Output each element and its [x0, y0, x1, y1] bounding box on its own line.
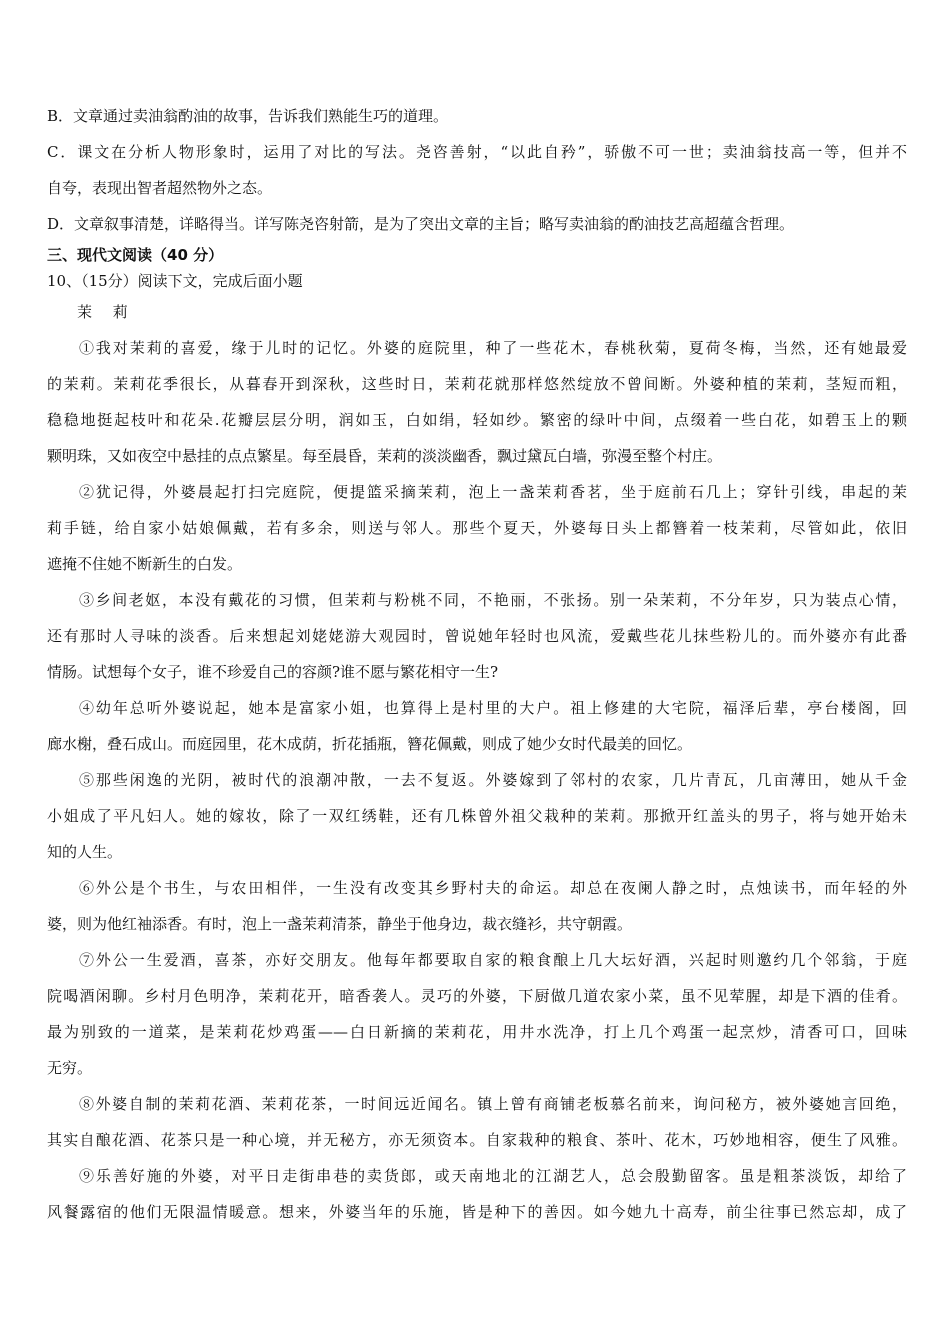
paragraph-9	[47, 1158, 907, 1230]
paragraph-line: ⑦外公一生爱酒，喜茶，亦好交朋友。他每年都要取自家的粮食酿上几大坛好酒，兴起时则邀约几个邻翁，于庭	[79, 951, 907, 969]
paragraph-line: ⑤那些闲逸的光阴，被时代的浪潮冲散，一去不复返。外婆嫁到了邻村的农家，几片青瓦，几亩薄田，她从千金	[79, 771, 907, 789]
option-line: B．文章通过卖油翁酌油的故事，告诉我们熟能生巧的道理。	[47, 107, 449, 125]
paragraph-line: ⑧外婆自制的茉莉花酒、茉莉花茶，一时间远近闻名。镇上曾有商铺老板慕名前来，询问秘方，被外婆她言回绝，	[79, 1095, 907, 1113]
option-line: 自夸，表现出智者超然物外之态。	[47, 179, 273, 197]
paragraph-line: ③乡间老妪，本没有戴花的习惯，但茉莉与粉桃不同，不艳丽，不张扬。别一朵茉莉，不分年岁，只为装点心情，	[79, 591, 907, 609]
paragraph-line: 其实自酿花酒、花茶只是一种心境，并无秘方，亦无须资本。自家栽种的粮食、茶叶、花木，巧妙地相容，便生了风雅。	[47, 1131, 907, 1149]
paragraph-line: 情肠。试想每个女子，谁不珍爱自己的容颜?谁不愿与繁花相守一生?	[47, 663, 499, 681]
paragraph-8	[47, 1086, 907, 1158]
paragraph-line: 还有那时人寻味的淡香。后来想起刘姥姥游大观园时，曾说她年轻时也风流，爱戴些花儿抹些粉儿的。而外婆亦有此番	[47, 627, 907, 645]
paragraph-line: 风餐露宿的他们无限温情暖意。想来，外婆当年的乐施，皆是种下的善因。如今她九十高寿，前尘往事已然忘却，成了	[47, 1203, 907, 1221]
option-c	[47, 134, 907, 206]
paragraph-line: 院喝酒闲聊。乡村月色明净，茉莉花开，暗香袭人。灵巧的外婆，下厨做几道农家小菜，虽不见荤腥，却是下酒的佳肴。	[47, 987, 907, 1005]
paragraph-2	[47, 474, 907, 582]
paragraph-3	[47, 582, 907, 690]
paragraph-line: 颗明珠，又如夜空中悬挂的点点繁星。每至晨昏，茉莉的淡淡幽香，飘过黛瓦白墙，弥漫至整个村庄。	[47, 447, 723, 465]
option-b	[47, 98, 907, 134]
paragraph-line: 婆，则为他红袖添香。有时，泡上一盏茉莉清茶，静坐于他身边，裁衣缝衫，共守朝霞。	[47, 915, 633, 933]
option-line: D．文章叙事清楚，详略得当。详写陈尧咨射箭，是为了突出文章的主旨；略写卖油翁的酌油技艺高超蕴含哲理。	[47, 215, 795, 233]
paragraph-line: ⑥外公是个书生，与农田相伴，一生没有改变其乡野村夫的命运。却总在夜阑人静之时，点烛读书，而年轻的外	[79, 879, 907, 897]
section-heading: 三、现代文阅读（40 分）	[47, 246, 224, 264]
paragraph-line: 无穷。	[47, 1059, 93, 1077]
paragraph-line: 莉手链，给自家小姑娘佩戴，若有多余，则送与邻人。那些个夏天，外婆每日头上都簪着一枝茉莉，尽管如此，依旧	[47, 519, 907, 537]
paragraph-line: ②犹记得，外婆晨起打扫完庭院，便提篮采摘茉莉，泡上一盏茉莉香茗，坐于庭前石几上；穿针引线，串起的茉	[79, 483, 907, 501]
paragraph-line: ⑨乐善好施的外婆，对平日走街串巷的卖货郎，或天南地北的江湖艺人，总会殷勤留客。虽是粗茶淡饭，却给了	[79, 1167, 907, 1185]
paragraph-4	[47, 690, 907, 762]
option-d	[47, 206, 907, 242]
paragraph-line: 小姐成了平凡妇人。她的嫁妆，除了一双红绣鞋，还有几株曾外祖父栽种的茉莉。那掀开红盖头的男子，将与她开始未	[47, 807, 907, 825]
paragraph-7	[47, 942, 907, 1086]
paragraph-1	[47, 330, 907, 474]
paragraph-line: 的茉莉。茉莉花季很长，从暮春开到深秋，这些时日，茉莉花就那样悠然绽放不曾间断。外婆种植的茉莉，茎短而粗，	[47, 375, 907, 393]
paragraph-line: 知的人生。	[47, 843, 123, 861]
option-line: C．课文在分析人物形象时，运用了对比的写法。尧咨善射，“以此自矜”，骄傲不可一世；卖油翁技高一等，但并不	[47, 143, 907, 161]
paragraph-line: ①我对茉莉的喜爱，缘于儿时的记忆。外婆的庭院里，种了一些花木，春桃秋菊，夏荷冬梅，当然，还有她最爱	[79, 339, 907, 357]
question-title: 10、（15分）阅读下文，完成后面小题	[47, 272, 303, 290]
paragraph-6	[47, 870, 907, 942]
paragraph-line: ④幼年总听外婆说起，她本是富家小姐，也算得上是村里的大户。祖上修建的大宅院，福泽后辈，亭台楼阁，回	[79, 699, 907, 717]
document-page	[47, 98, 907, 1230]
paragraph-line: 最为别致的一道菜，是茉莉花炒鸡蛋——白日新摘的茉莉花，用井水洗净，打上几个鸡蛋一起烹炒，清香可口，回味	[47, 1023, 907, 1041]
paragraph-line: 廊水榭，叠石成山。而庭园里，花木成荫，折花插瓶，簪花佩戴，则成了她少女时代最美的回忆。	[47, 735, 693, 753]
paragraph-line: 遮掩不住她不断新生的白发。	[47, 555, 243, 573]
paragraph-5	[47, 762, 907, 870]
passage-title: 茉 莉	[77, 303, 136, 321]
paragraph-line: 稳稳地挺起枝叶和花朵.花瓣层层分明，润如玉，白如绢，轻如纱。繁密的绿叶中间，点缀着一些白花，如碧玉上的颗	[47, 411, 907, 429]
